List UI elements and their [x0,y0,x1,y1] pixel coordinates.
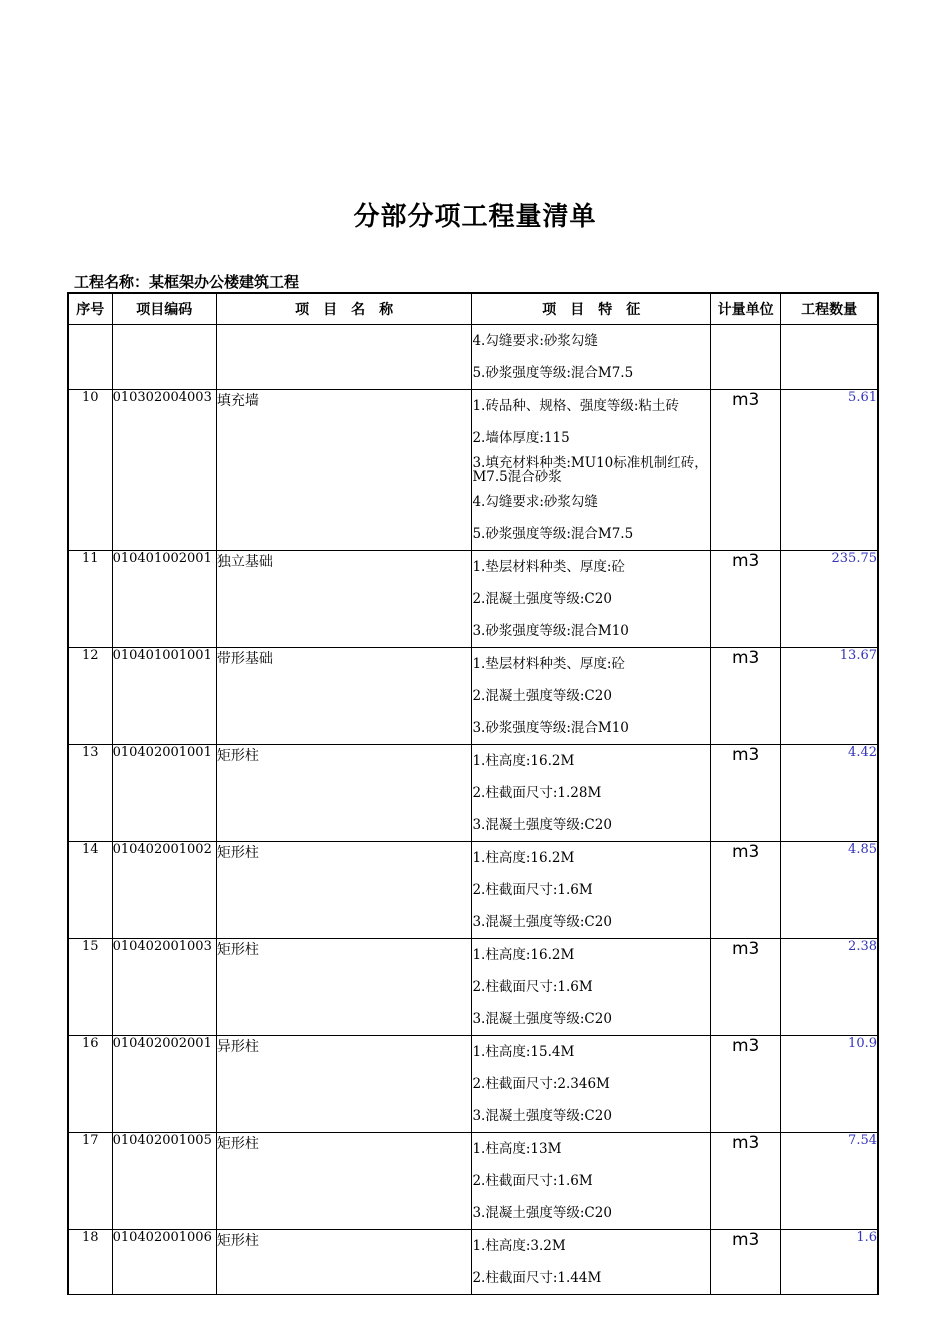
row-name: 矩形柱 [216,745,472,842]
feature-line: 2.柱截面尺寸:1.44M [472,1270,602,1286]
header-unit: 计量单位 [711,293,781,325]
header-code: 项目编码 [112,293,216,325]
row-qty: 235.75 [781,551,878,648]
header-features: 项 目 特 征 [472,293,711,325]
row-features [472,1036,711,1133]
feature-line: 1.柱高度:16.2M [472,947,575,963]
row-name: 矩形柱 [216,1133,472,1230]
row-code: 010402001006 [112,1230,216,1295]
row-features [472,1133,711,1230]
header-name: 项 目 名 称 [216,293,472,325]
row-name: 矩形柱 [216,1230,472,1295]
feature-line: 2.柱截面尺寸:1.28M [472,785,602,801]
feature-line: 2.柱截面尺寸:2.346M [472,1076,610,1092]
row-code: 010402001005 [112,1133,216,1230]
table-row [68,745,878,842]
row-unit: m3 [711,390,781,551]
row-seq: 13 [68,745,112,842]
table-row [68,1036,878,1133]
row-qty: 5.61 [781,390,878,551]
feature-line: 2.柱截面尺寸:1.6M [472,979,593,995]
row-unit: m3 [711,745,781,842]
feature-line: 1.柱高度:16.2M [472,753,575,769]
row-features [472,745,711,842]
row-unit: m3 [711,939,781,1036]
table-row [68,325,878,390]
row-unit: m3 [711,648,781,745]
feature-line: 5.砂浆强度等级:混合M7.5 [472,526,634,542]
table-row [68,842,878,939]
row-seq: 15 [68,939,112,1036]
table-row [68,939,878,1036]
row-code: 010402001002 [112,842,216,939]
row-features [472,939,711,1036]
feature-line: 3.填充材料种类:MU10标准机制红砖，M7.5混合砂浆 [472,455,708,485]
table-row [68,551,878,648]
row-features [472,390,711,551]
feature-line: 2.柱截面尺寸:1.6M [472,882,593,898]
feature-line: 1.垫层材料种类、厚度:砼 [472,559,625,575]
row-features [472,1230,711,1295]
header-qty: 工程数量 [781,293,878,325]
page-title: 分部分项工程量清单 [353,202,597,232]
row-unit: m3 [711,1230,781,1295]
row-name: 带形基础 [216,648,472,745]
table-row [68,648,878,745]
feature-line: 1.砖品种、规格、强度等级:粘土砖 [472,398,679,414]
feature-line: 5.砂浆强度等级:混合M7.5 [472,365,634,381]
feature-line: 2.混凝土强度等级:C20 [472,688,612,704]
row-qty: 4.42 [781,745,878,842]
row-seq: 12 [68,648,112,745]
feature-line: 4.勾缝要求:砂浆勾缝 [472,494,598,510]
row-unit: m3 [711,1133,781,1230]
row-seq: 17 [68,1133,112,1230]
feature-line: 3.混凝土强度等级:C20 [472,1205,612,1221]
feature-line: 3.混凝土强度等级:C20 [472,914,612,930]
row-name: 填充墙 [216,390,472,551]
row-code: 010401001001 [112,648,216,745]
feature-line: 1.柱高度:16.2M [472,850,575,866]
feature-line: 1.垫层材料种类、厚度:砼 [472,656,625,672]
row-seq: 10 [68,390,112,551]
table-header-row [68,293,878,325]
bill-table [67,292,879,1295]
row-qty: 2.38 [781,939,878,1036]
feature-line: 1.柱高度:3.2M [472,1238,566,1254]
feature-line: 2.柱截面尺寸:1.6M [472,1173,593,1189]
row-qty: 7.54 [781,1133,878,1230]
row-seq: 18 [68,1230,112,1295]
row-code: 010402001001 [112,745,216,842]
row-unit [711,325,781,390]
header-seq: 序号 [68,293,112,325]
row-seq: 14 [68,842,112,939]
row-name: 独立基础 [216,551,472,648]
table-row [68,1230,878,1295]
row-qty: 4.85 [781,842,878,939]
table-row [68,1133,878,1230]
feature-line: 2.墙体厚度:115 [472,430,570,446]
row-unit: m3 [711,551,781,648]
row-unit: m3 [711,1036,781,1133]
row-qty [781,325,878,390]
feature-line: 2.混凝土强度等级:C20 [472,591,612,607]
row-code [112,325,216,390]
row-qty: 10.9 [781,1036,878,1133]
feature-line: 3.砂浆强度等级:混合M10 [472,720,629,736]
table-row [68,390,878,551]
feature-line: 3.混凝土强度等级:C20 [472,1108,612,1124]
row-features [472,842,711,939]
feature-line: 3.混凝土强度等级:C20 [472,817,612,833]
row-code: 010401002001 [112,551,216,648]
row-seq: 16 [68,1036,112,1133]
table-body [68,325,878,1295]
feature-line: 3.砂浆强度等级:混合M10 [472,623,629,639]
feature-line: 4.勾缝要求:砂浆勾缝 [472,333,598,349]
row-features [472,551,711,648]
project-name: 工程名称：某框架办公楼建筑工程 [74,273,300,291]
row-unit: m3 [711,842,781,939]
row-qty: 13.67 [781,648,878,745]
row-code: 010402002001 [112,1036,216,1133]
row-code: 010302004003 [112,390,216,551]
row-code: 010402001003 [112,939,216,1036]
feature-line: 1.柱高度:13M [472,1141,562,1157]
row-features [472,648,711,745]
row-features [472,325,711,390]
row-qty: 1.6 [781,1230,878,1295]
row-name: 矩形柱 [216,939,472,1036]
row-name [216,325,472,390]
feature-line: 3.混凝土强度等级:C20 [472,1011,612,1027]
row-name: 矩形柱 [216,842,472,939]
row-name: 异形柱 [216,1036,472,1133]
row-seq: 11 [68,551,112,648]
row-seq [68,325,112,390]
feature-line: 1.柱高度:15.4M [472,1044,575,1060]
